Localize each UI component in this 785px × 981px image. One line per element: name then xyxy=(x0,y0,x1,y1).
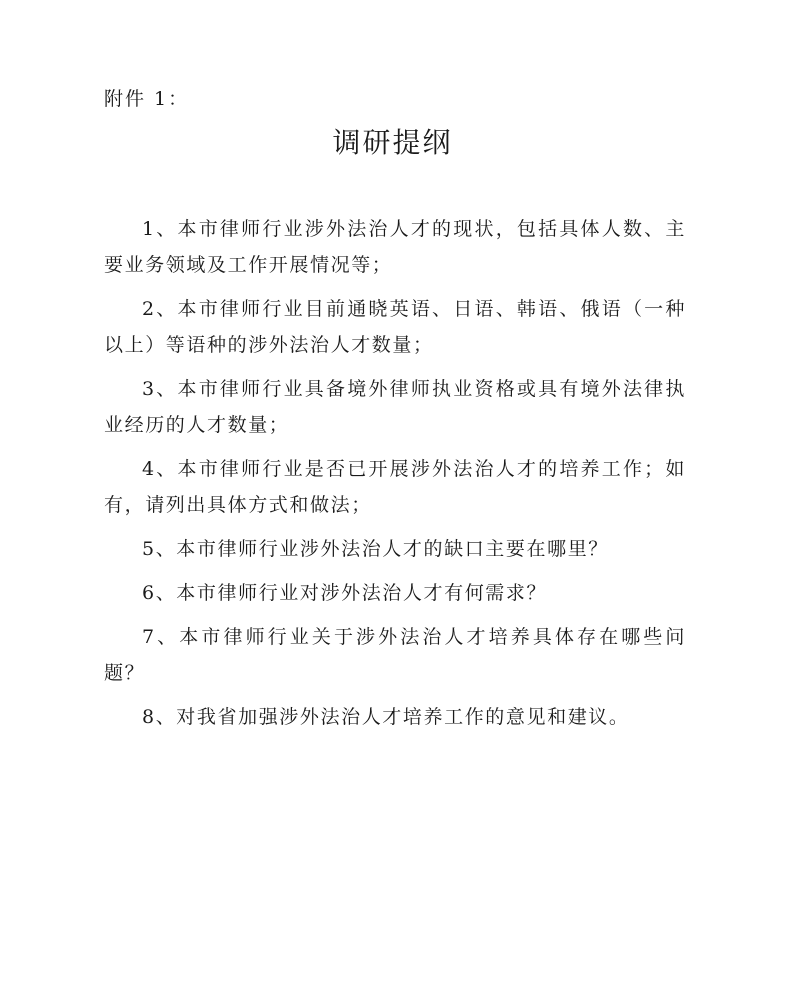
question-2: 2、本市律师行业目前通晓英语、日语、韩语、俄语（一种以上）等语种的涉外法治人才数量； xyxy=(104,298,686,356)
question-6: 6、本市律师行业对涉外法治人才有何需求？ xyxy=(142,582,548,604)
attachment-label: 附件 1： xyxy=(104,88,190,110)
document-body xyxy=(104,211,686,743)
question-4: 4、本市律师行业是否已开展涉外法治人才的培养工作；如有，请列出具体方式和做法； xyxy=(104,458,686,516)
question-7: 7、本市律师行业关于涉外法治人才培养具体存在哪些问题？ xyxy=(104,626,686,684)
document-title: 调研提纲 xyxy=(332,126,453,159)
question-5: 5、本市律师行业涉外法治人才的缺口主要在哪里？ xyxy=(142,538,609,560)
question-1: 1、本市律师行业涉外法治人才的现状，包括具体人数、主要业务领域及工作开展情况等； xyxy=(104,218,686,276)
question-8: 8、对我省加强涉外法治人才培养工作的意见和建议。 xyxy=(142,706,630,728)
question-3: 3、本市律师行业具备境外律师执业资格或具有境外法律执业经历的人才数量； xyxy=(104,378,686,436)
